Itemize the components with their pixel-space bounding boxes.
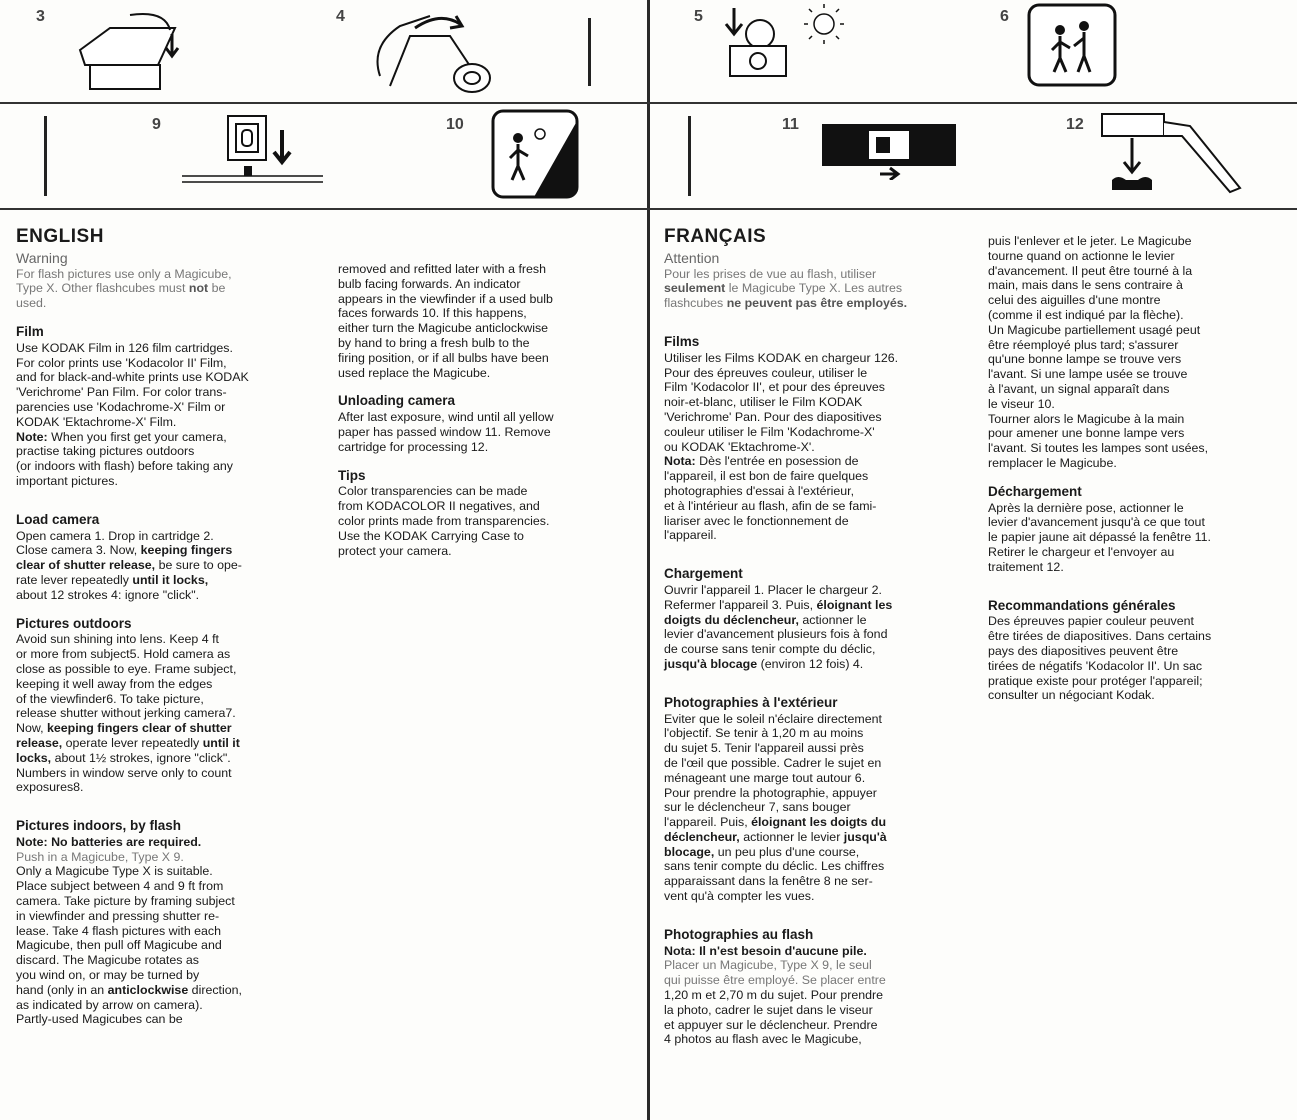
outdoors-line: keeping it well away from the edges (16, 676, 213, 691)
film-line: KODAK 'Ektachrome-X' Film. (16, 414, 177, 429)
load-line-bold: keeping fingers (140, 543, 233, 558)
section-heading-films: Films (664, 333, 700, 349)
section-heading-unloading-camera: Unloading camera (338, 393, 456, 409)
film-line: For color prints use 'Kodacolor II' Film, (16, 355, 227, 370)
step-number-9: 9 (152, 116, 161, 133)
indoors-line: in viewfinder and pressing shutter re- (16, 908, 220, 923)
section-heading-recommandations: Recommandations générales (988, 597, 1176, 613)
section-heading-tips: Tips (338, 467, 366, 483)
indoors-line: hand (only in an (16, 982, 105, 997)
films-line: Pour des épreuves couleur, utiliser le (664, 365, 868, 380)
flash-line: et appuyer sur le déclencheur. Prendre (664, 1017, 878, 1032)
outdoors-line: Avoid sun shining into lens. Keep 4 ft (16, 632, 219, 647)
chargement-line: (environ 12 fois) 4. (760, 656, 864, 671)
unloading-line: paper has passed window 11. Remove (338, 424, 551, 439)
recommandations-line: être tirées de diapositives. Dans certains (988, 629, 1212, 644)
frame-subject-icon (1026, 2, 1118, 88)
row-marker (44, 116, 47, 196)
outdoors-line: Now, (16, 721, 44, 736)
warning-text: used. (16, 296, 47, 311)
unloading-line: After last exposure, wind until all yellow (338, 410, 554, 425)
magicube-insert-illustration (178, 110, 328, 202)
attention-text: le Magicube Type X. Les autres (728, 281, 903, 296)
continued-line: l'avant. Si une lampe usée se trouve (988, 367, 1188, 382)
attention-heading: Attention (664, 249, 720, 266)
indoors-line-bold: anticlockwise (107, 982, 189, 997)
exterieur-line: l'appareil. Puis, (664, 815, 748, 830)
used-bulb-indicator-icon (490, 108, 580, 200)
outdoors-line: operate lever repeatedly (65, 735, 200, 750)
sun-exposure-illustration (712, 4, 862, 96)
chargement-line: Ouvrir l'appareil 1. Placer le chargeur 2. (664, 582, 882, 597)
recommandations-line: pratique existe pour protéger l'appareil; (988, 673, 1203, 688)
dechargement-line: le papier jaune ait dépassé la fenêtre 11. (988, 530, 1211, 545)
film-line: and for black-and-white prints use KODAK (16, 370, 249, 385)
attention-text: Pour les prises de vue au flash, utiliser (664, 266, 877, 281)
film-line: parencies use 'Kodachrome-X' Film or (16, 399, 226, 414)
warning-text: not (188, 281, 209, 296)
fold-line (647, 0, 650, 1120)
step-number-5: 5 (694, 8, 703, 25)
continued-line: (comme il est indiqué par la flèche). (988, 307, 1184, 322)
continued-line: main, mais dans le sens contraire à (988, 278, 1183, 293)
nota-line: liariser avec le fonctionnement de (664, 513, 849, 528)
illustration-divider (0, 208, 1297, 210)
language-heading-english: ENGLISH (16, 226, 104, 247)
outdoors-line: or more from subject5. Hold camera as (16, 647, 231, 662)
continued-line: remplacer le Magicube. (988, 455, 1117, 470)
window-indicator-illustration (820, 120, 958, 180)
exterieur-line: apparaissant dans la fenêtre 8 ne ser- (664, 874, 873, 889)
continued-line: Tourner alors le Magicube à la main (988, 411, 1185, 426)
indoors-line: you wind on, or may be turned by (16, 968, 200, 983)
exterieur-line: un peu plus d'une course, (717, 844, 860, 859)
outdoors-line: Numbers in window serve only to count (16, 765, 232, 780)
chargement-line-bold: éloignant les (816, 597, 893, 612)
section-heading-load-camera: Load camera (16, 511, 100, 527)
attention-text: ne peuvent pas être employés. (726, 296, 908, 311)
section-heading-dechargement: Déchargement (988, 483, 1082, 499)
films-line: couleur utiliser le Film 'Kodachrome-X' (664, 424, 875, 439)
warning-heading: Warning (16, 249, 68, 266)
note-line: practise taking pictures outdoors (16, 444, 195, 459)
dechargement-line: traitement 12. (988, 559, 1064, 574)
indoors-line: Place subject between 4 and 9 ft from (16, 879, 224, 894)
outdoors-line: release shutter without jerking camera7. (16, 706, 236, 721)
flash-line-grey: qui puisse être employé. Se placer entre (664, 973, 886, 988)
films-line: 'Verichrome' Pan. Pour des diapositives (664, 409, 882, 424)
exterieur-line: vent qu'à compter les vues. (664, 889, 815, 904)
section-heading-chargement: Chargement (664, 566, 743, 582)
nota-line: l'appareil, il est bon de faire quelques (664, 469, 869, 484)
load-line: rate lever repeatedly (16, 572, 129, 587)
load-line: be sure to ope- (158, 558, 242, 573)
continued-line: Un Magicube partiellement usagé peut (988, 322, 1201, 337)
indoors-line: direction, (191, 982, 242, 997)
continued-line: firing position, or if all bulbs have been (338, 350, 549, 365)
dechargement-line: Retirer le chargeur et l'envoyer au (988, 544, 1175, 559)
exterieur-line: Eviter que le soleil n'éclaire directement (664, 711, 882, 726)
note-line: important pictures. (16, 473, 118, 488)
attention-text: flashcubes (664, 296, 724, 311)
chargement-line: actionner le (802, 612, 867, 627)
row-divider (0, 102, 1297, 104)
films-line: Film 'Kodacolor II', et pour des épreuves (664, 380, 885, 395)
english-column-1 (16, 226, 316, 1027)
step-number-12: 12 (1066, 116, 1084, 133)
tips-line: protect your camera. (338, 543, 452, 558)
section-heading-pictures-outdoors: Pictures outdoors (16, 615, 132, 631)
row-marker (688, 116, 691, 196)
flash-line: 4 photos au flash avec le Magicube, (664, 1032, 862, 1047)
flash-note: Nota: Il n'est besoin d'aucune pile. (664, 943, 867, 958)
english-column-2 (338, 262, 638, 558)
exterieur-line: actionner le levier (743, 829, 841, 844)
recommandations-line: Des épreuves papier couleur peuvent (988, 614, 1194, 629)
indoors-line: Only a Magicube Type X is suitable. (16, 864, 213, 879)
section-heading-flash: Photographies au flash (664, 926, 814, 942)
film-line: Use KODAK Film in 126 film cartridges. (16, 340, 233, 355)
indoors-line-grey: Push in a Magicube, Type X 9. (16, 849, 184, 864)
nota-line: photographies d'essai à l'extérieur, (664, 483, 855, 498)
exterieur-line: du sujet 5. Tenir l'appareil aussi près (664, 741, 864, 756)
continued-line: pour amener une bonne lampe vers (988, 426, 1185, 441)
exterieur-line: sur le déclencheur 7, sans bouger (664, 800, 851, 815)
nota-text: Dès l'entrée en posession de (699, 454, 859, 469)
outdoors-line-bold: release, (16, 735, 63, 750)
load-line-bold: clear of shutter release, (16, 558, 156, 573)
continued-line: le viseur 10. (988, 396, 1055, 411)
continued-line: puis l'enlever et le jeter. Le Magicube (988, 234, 1192, 248)
nota-line: l'appareil. (664, 528, 717, 543)
language-heading-francais: FRANÇAIS (664, 226, 767, 247)
tips-line: Use the KODAK Carrying Case to (338, 528, 524, 543)
load-line: Open camera 1. Drop in cartridge 2. (16, 528, 214, 543)
advance-lever-illustration (360, 6, 510, 98)
continued-line: removed and refitted later with a fresh (338, 262, 546, 276)
continued-line: l'avant. Si toutes les lampes sont usées, (988, 441, 1209, 456)
films-line: ou KODAK 'Ektachrome-X'. (664, 439, 815, 454)
chargement-line-bold: jusqu'à blocage (664, 656, 758, 671)
warning-text: be (211, 281, 226, 296)
step-number-11: 11 (782, 116, 799, 133)
indoors-line: Partly-used Magicubes can be (16, 1012, 183, 1027)
exterieur-line: l'objectif. Se tenir à 1,20 m au moins (664, 726, 864, 741)
exterieur-line-bold: déclencheur, (664, 829, 740, 844)
step-number-4: 4 (336, 8, 345, 25)
load-line: about 12 strokes 4: ignore "click". (16, 587, 200, 602)
films-line: noir-et-blanc, utiliser le Film KODAK (664, 395, 863, 410)
tips-line: color prints made from transparencies. (338, 513, 550, 528)
film-line: 'Verichrome' Pan Film. For color trans- (16, 385, 227, 400)
continued-line: appears in the viewfinder if a used bulb (338, 291, 553, 306)
films-line: Utiliser les Films KODAK en chargeur 126. (664, 350, 899, 365)
section-heading-film: Film (16, 323, 44, 339)
note-line: (or indoors with flash) before taking any (16, 459, 233, 474)
step-number-10: 10 (446, 116, 464, 133)
tips-line: Color transparencies can be made (338, 484, 528, 499)
continued-line: celui des aiguilles d'une montre (988, 293, 1161, 308)
note-text: When you first get your camera, (51, 429, 227, 444)
load-line-bold: until it locks, (132, 572, 209, 587)
outdoors-line: of the viewfinder6. To take picture, (16, 691, 204, 706)
recommandations-line: pays des diapositives peuvent être (988, 643, 1179, 658)
dechargement-line: Après la dernière pose, actionner le (988, 500, 1184, 515)
indoors-line: Magicube, then pull off Magicube and (16, 938, 222, 953)
exterieur-line: ménageant une marge tout autour 6. (664, 770, 866, 785)
flash-line-grey: Placer un Magicube, Type X 9, le seul (664, 958, 872, 973)
unloading-line: cartridge for processing 12. (338, 439, 489, 454)
outdoors-line: close as possible to eye. Frame subject, (16, 661, 237, 676)
continued-line: à l'avant, un signal apparaît dans (988, 381, 1170, 396)
tips-line: from KODACOLOR II negatives, and (338, 499, 540, 514)
exterieur-line: Pour prendre la photographie, appuyer (664, 785, 877, 800)
outdoors-line-bold: keeping fingers clear of shutter (47, 721, 232, 736)
step-number-3: 3 (36, 8, 45, 25)
continued-line: used replace the Magicube. (338, 365, 491, 380)
exterieur-line: sans tenir compte du déclic. Les chiffres (664, 859, 885, 874)
chargement-line: Refermer l'appareil 3. Puis, (664, 597, 814, 612)
continued-line: bulb facing forwards. An indicator (338, 276, 521, 291)
remove-cartridge-illustration (1090, 108, 1260, 204)
load-line: Close camera 3. Now, (16, 543, 138, 558)
section-heading-pictures-indoors: Pictures indoors, by flash (16, 818, 182, 834)
continued-line: faces forwards 10. If this happens, (338, 306, 527, 321)
attention-text: seulement (664, 281, 726, 296)
chargement-line: de course sans tenir compte du déclic, (664, 642, 876, 657)
indoors-line: as indicated by arrow on camera). (16, 997, 203, 1012)
outdoors-line-bold: locks, (16, 750, 52, 765)
note-label: Note: (16, 429, 48, 444)
continued-line: either turn the Magicube anticlockwise (338, 321, 549, 336)
exterieur-line-bold: blocage, (664, 844, 715, 859)
continued-line: by hand to bring a fresh bulb to the (338, 335, 530, 350)
warning-text: For flash pictures use only a Magicube, (16, 266, 232, 281)
continued-line: d'avancement. Il peut être tourné à la (988, 263, 1193, 278)
exterieur-line-bold: jusqu'à (843, 829, 887, 844)
exterieur-line: de l'œil que possible. Cadrer le sujet en (664, 755, 882, 770)
dechargement-line: levier d'avancement jusqu'à ce que tout (988, 515, 1205, 530)
nota-label: Nota: (664, 454, 696, 469)
outdoors-line: about 1½ strokes, ignore "click". (54, 750, 231, 765)
section-heading-exterieur: Photographies à l'extérieur (664, 694, 838, 710)
continued-line: tourne quand on actionne le levier (988, 248, 1175, 263)
flash-line: 1,20 m et 2,70 m du sujet. Pour prendre (664, 988, 884, 1003)
outdoors-line: exposures8. (16, 780, 84, 795)
outdoors-line-bold: until it (202, 735, 240, 750)
continued-line: être réemployé plus tard; s'assurer (988, 337, 1179, 352)
indoors-line: lease. Take 4 flash pictures with each (16, 923, 222, 938)
french-column-1 (664, 226, 969, 1047)
indoors-line: discard. The Magicube rotates as (16, 953, 199, 968)
french-column-2 (988, 234, 1293, 703)
recommandations-line: tirées de négatifs 'Kodacolor II'. Un sac (988, 658, 1203, 673)
step-number-6: 6 (1000, 8, 1009, 25)
drop-cartridge-illustration (70, 10, 200, 92)
nota-line: et à l'intérieur au flash, afin de se fami- (664, 498, 877, 513)
row-marker (588, 18, 591, 86)
recommandations-line: consulter un négociant Kodak. (988, 688, 1155, 703)
chargement-line: levier d'avancement plusieurs fois à fond (664, 627, 888, 642)
continued-line: qu'une bonne lampe se trouve vers (988, 352, 1182, 367)
warning-text: Type X. Other flashcubes must (16, 281, 186, 296)
indoors-note: Note: No batteries are required. (16, 834, 202, 849)
exterieur-line-bold: éloignant les doigts du (751, 815, 887, 830)
flash-line: la photo, cadrer le sujet dans le viseur (664, 1002, 873, 1017)
chargement-line-bold: doigts du déclencheur, (664, 612, 799, 627)
indoors-line: camera. Take picture by framing subject (16, 894, 235, 909)
